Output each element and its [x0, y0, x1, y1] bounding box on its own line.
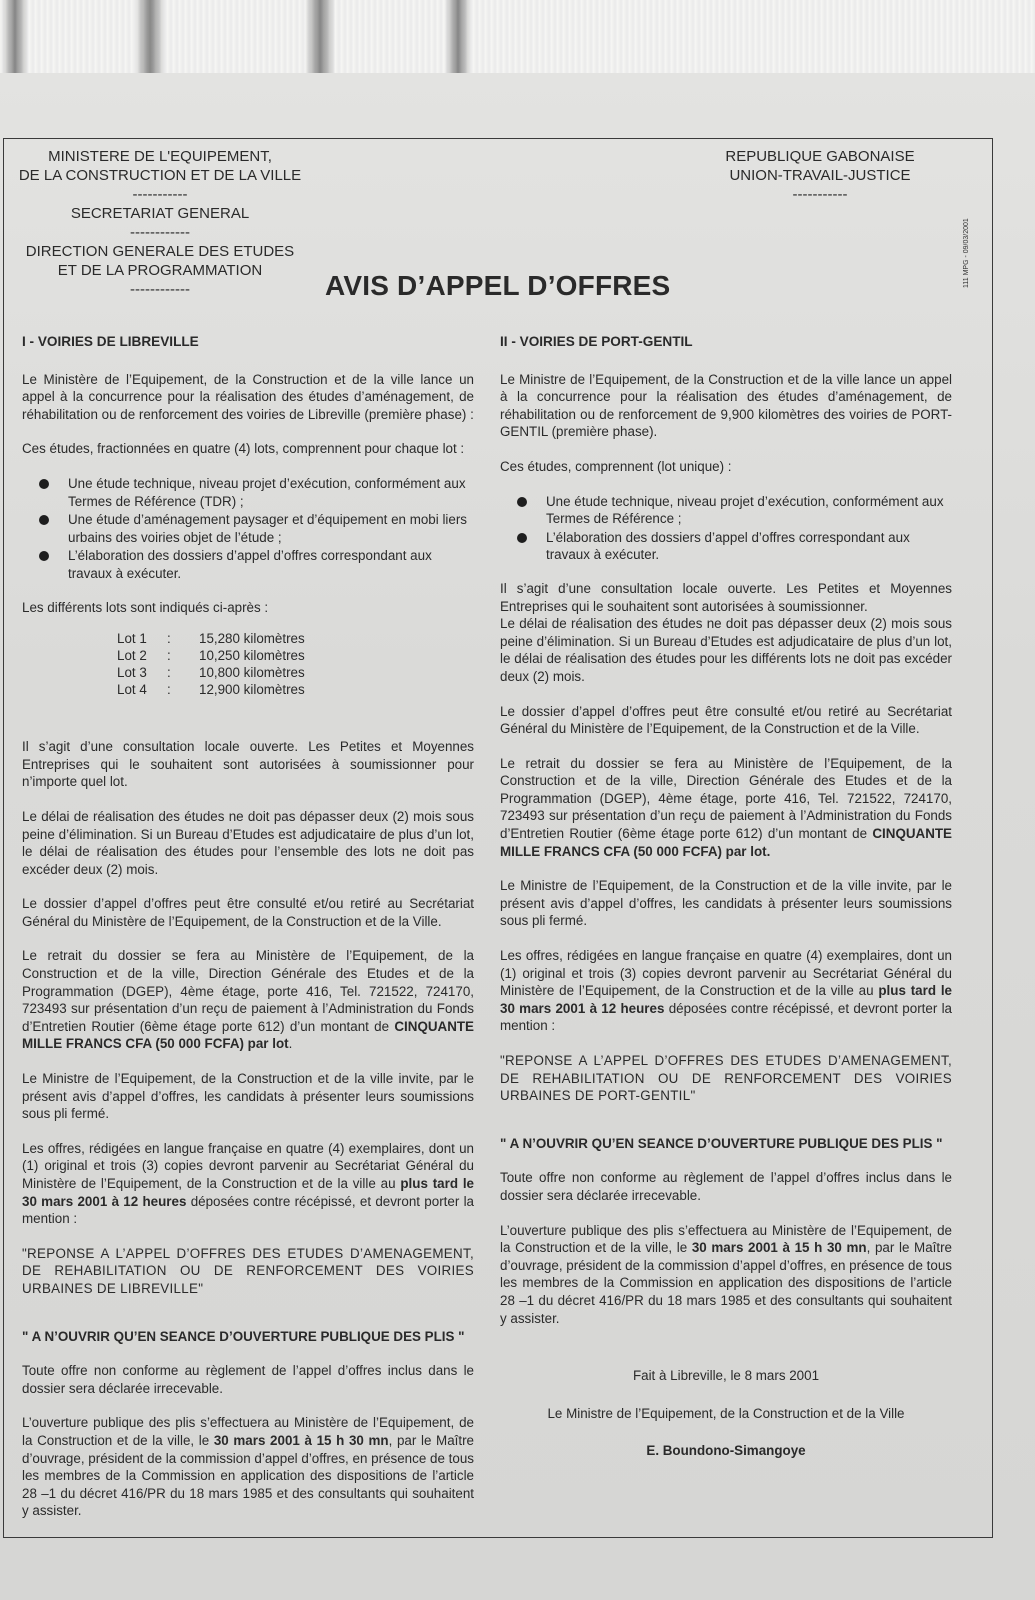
secretariat-line: SECRETARIAT GENERAL	[70, 205, 250, 222]
studies-intro: Ces études, fractionnées en quatre (4) lots, comprennent pour chaque lot :	[22, 441, 465, 457]
lot-length: 12,900 kilomètres	[199, 682, 305, 698]
mention-reponse: "REPONSE A L’APPEL D’OFFRES DES ETUDES D’AMENAGEMENT, DE REHABILITATION OU DE RENFORCEMENT DES VOIRIES URBAINES DE LIBREVILLE"	[22, 1245, 474, 1296]
ministry-header	[10, 147, 310, 299]
lot-separator: :	[167, 665, 171, 681]
table-row	[117, 681, 305, 698]
invite-paragraph: Le Ministre de l’Equipement, de la Construction et de la ville invite, par le présent avis d’appel d’offres, les candidats à présenter leurs soumissions sous pli fermé.	[500, 878, 952, 929]
port-gentil-column	[500, 333, 952, 1477]
lot-separator: :	[167, 682, 171, 698]
opening-date: 30 mars 2001 à 15 h 30 mn	[213, 1432, 389, 1448]
offres-text-end: déposées contre récépissé, et devront porter la mention :	[22, 1193, 474, 1227]
mention-reponse: "REPONSE A L’APPEL D’OFFRES DES ETUDES D’AMENAGEMENT, DE REHABILITATION OU DE RENFORCEMENT DES VOIRIES URBAINES DE PORT-GENTIL"	[500, 1053, 952, 1104]
offres-text: Les offres, rédigées en langue française en quatre (4) exemplaires, dont un (1) original et trois (3) copies devront parvenir au Secrétariat Général du Ministère de l’Equipement, de la Construction et de la ville au	[22, 1140, 474, 1191]
direction-line: DIRECTION GENERALE DES ETUDES	[25, 243, 295, 260]
offres-text-end: déposées contre récépissé, et devront porter la mention :	[500, 1000, 952, 1034]
ouverture-text: L’ouverture publique des plis s’effectuera au Ministère de l’Equipement, de la Construction et de la ville, le	[500, 1222, 952, 1256]
mention-a-ouvrir: " A N’OUVRIR QU’EN SEANCE D’OUVERTURE PUBLIQUE DES PLIS "	[500, 1135, 943, 1151]
intro-paragraph: Le Ministre de l’Equipement, de la Construction et de la ville lance un appel à la concurrence pour la réalisation des études d’aménagement, de réhabilitation ou de renforcement de 9,900 kilomètres des voiries de PORT-GENTIL (première phase).	[500, 371, 952, 440]
publication-code: 111 MPG - 09/03/2001	[963, 218, 970, 288]
separator-dashes: ------------	[130, 281, 190, 298]
offres-paragraph	[500, 947, 952, 1035]
offres-paragraph	[22, 1140, 474, 1228]
lot-name: Lot 3	[117, 665, 147, 681]
lot-separator: :	[167, 648, 171, 664]
signatory-name: E. Boundono-Simangoye	[646, 1443, 806, 1459]
invite-paragraph: Le Ministre de l’Equipement, de la Construction et de la ville invite, par le présent avis d’appel d’offres, les candidats à présenter leurs soumissions sous pli fermé.	[22, 1071, 474, 1122]
fee-amount: CINQUANTE MILLE FRANCS CFA (50 000 FCFA) par lot	[22, 1018, 474, 1052]
republic-line: REPUBLIQUE GABONAISE	[725, 148, 915, 165]
ministry-line: MINISTERE DE L'EQUIPEMENT,	[48, 148, 272, 165]
list-item: Une étude technique, niveau projet d’exécution, conformément aux Termes de Référence (TDR) ;	[68, 475, 474, 510]
retrait-text: Le retrait du dossier se fera au Ministère de l’Equipement, de la Construction et de la ville, Direction Générale des Etudes et de la Programmation (DGEP), 4ème étage, porte 416, Tel. 721522, 724170, 723493 sur présentation d’un reçu de paiement à l’Administration du Fonds d’Entretien Routier (6ème étage porte 612) d’un montant de	[500, 755, 952, 842]
ouverture-text-end: , par le Maître d’ouvrage, président de la commission d’appel d’offres, en présence de tous les membres de la Commission en application des dispositions de l’article 28 –1 du décret 416/PR du 18 mars 1985 et des consultants qui souhaitent y assister.	[500, 1240, 952, 1326]
non-conforme-paragraph: Toute offre non conforme au règlement de l’appel d’offres inclus dans le dossier sera déclarée irrecevable.	[22, 1363, 474, 1396]
retrait-paragraph	[500, 755, 952, 861]
consultation-paragraph: Il s’agit d’une consultation locale ouverte. Les Petites et Moyennes Entreprises qui le souhaitent sont autorisées à soumissionner pour n’importe quel lot.	[22, 739, 474, 790]
place-date: Fait à Libreville, le 8 mars 2001	[632, 1368, 820, 1384]
republic-header	[700, 147, 940, 204]
motto-line: UNION-TRAVAIL-JUSTICE	[729, 167, 911, 184]
lot-length: 15,280 kilomètres	[199, 631, 305, 647]
studies-list	[22, 475, 474, 583]
libreville-column	[22, 333, 474, 1537]
section-title-port-gentil: II - VOIRIES DE PORT-GENTIL	[500, 334, 693, 349]
list-item: Une étude d’aménagement paysager et d’équipement en mobi liers urbains des voiries objet de l’étude ;	[68, 511, 474, 546]
intro-paragraph: Le Ministère de l’Equipement, de la Construction et de la ville lance un appel à la concurrence pour la réalisation des études d’aménagement, de réhabilitation ou de renforcement des voiries de Libreville (première phase) :	[22, 371, 474, 422]
scan-top-strip	[0, 0, 1035, 73]
ministry-line: DE LA CONSTRUCTION ET DE LA VILLE	[18, 167, 302, 184]
scan-shadow	[305, 0, 335, 73]
lots-table	[117, 630, 305, 698]
dossier-paragraph: Le dossier d’appel d’offres peut être consulté et/ou retiré au Secrétariat Général du Ministère de l’Equipement, de la Construction et de la Ville.	[500, 703, 952, 737]
delay-paragraph: Le délai de réalisation des études ne doit pas dépasser deux (2) mois sous peine d’élimination. Si un Bureau d’Etudes est adjudicataire de plus d’un lot, le délai de réalisation des études pour l’ensemble des lots ne doit pas excéder deux (2) mois.	[22, 808, 474, 877]
scan-shadow	[135, 0, 165, 73]
mention-a-ouvrir: " A N’OUVRIR QU’EN SEANCE D’OUVERTURE PUBLIQUE DES PLIS "	[22, 1328, 465, 1344]
list-item: L’élaboration des dossiers d’appel d’offres correspondant aux travaux à exécuter.	[68, 547, 474, 582]
lots-intro: Les différents lots sont indiqués ci-après :	[22, 599, 269, 615]
retrait-paragraph	[22, 947, 474, 1053]
retrait-end: .	[288, 1036, 293, 1052]
lot-name: Lot 4	[117, 682, 147, 698]
direction-line: ET DE LA PROGRAMMATION	[57, 262, 263, 279]
ouverture-text: L’ouverture publique des plis s’effectuera au Ministère de l’Equipement, de la Construction et de la ville, le	[22, 1415, 474, 1448]
consultation-paragraph: Il s’agit d’une consultation locale ouverte. Les Petites et Moyennes Entreprises qui le souhaitent sont autorisées à soumissionner.	[500, 580, 952, 614]
ouverture-paragraph	[22, 1414, 474, 1520]
list-item: Une étude technique, niveau projet d’exécution, conformément aux Termes de Référence ;	[546, 493, 952, 528]
ouverture-text-end: , par le Maître d’ouvrage, président de la commission d’appel d’offres, en présence de tous les membres de la Commission en application des dispositions de l’article 28 –1 du décret 416/PR du 18 mars 1985 et des consultants qui souhaitent y assister.	[22, 1432, 474, 1519]
notice-title: AVIS D’APPEL D’OFFRES	[325, 270, 671, 301]
deadline: plus tard le 30 mars 2001 à 12 heures	[500, 983, 952, 1016]
deadline: plus tard le 30 mars 2001 à 12 heures	[22, 1176, 474, 1209]
dossier-paragraph: Le dossier d’appel d’offres peut être consulté et/ou retiré au Secrétariat Général du Ministère de l’Equipement, de la Construction et de la Ville.	[22, 896, 474, 929]
separator-dashes: ------------	[130, 224, 190, 241]
lot-length: 10,800 kilomètres	[199, 665, 305, 681]
lot-name: Lot 2	[117, 648, 147, 664]
lot-length: 10,250 kilomètres	[199, 648, 305, 664]
table-row	[117, 647, 305, 664]
ouverture-paragraph	[500, 1222, 952, 1328]
opening-date: 30 mars 2001 à 15 h 30 mn	[691, 1240, 867, 1256]
non-conforme-paragraph: Toute offre non conforme au règlement de l’appel d’offres inclus dans le dossier sera déclarée irrecevable.	[500, 1170, 952, 1203]
offres-text: Les offres, rédigées en langue française en quatre (4) exemplaires, dont un (1) original et trois (3) copies devront parvenir au Secrétariat Général du Ministère de l’Equipement, de la Construction et de la ville au	[500, 948, 952, 999]
separator-dashes: -----------	[132, 186, 188, 203]
scan-shadow	[445, 0, 471, 73]
separator-dashes: -----------	[792, 186, 848, 203]
lot-separator: :	[167, 631, 171, 647]
list-item: L’élaboration des dossiers d’appel d’offres correspondant aux travaux à exécuter.	[546, 529, 952, 564]
delay-paragraph: Le délai de réalisation des études ne doit pas dépasser deux (2) mois sous peine d’élimination. Si un Bureau d’Etudes est adjudicataire de plus d’un lot, le délai de réalisation des études pour les différents lots ne doit pas excéder deux (2) mois.	[500, 616, 952, 684]
section-title-libreville: I - VOIRIES DE LIBREVILLE	[22, 334, 199, 349]
studies-list	[500, 493, 952, 564]
table-row	[117, 630, 305, 647]
retrait-text: Le retrait du dossier se fera au Ministère de l’Equipement, de la Construction et de la ville, Direction Générale des Etudes et de la Programmation (DGEP), 4ème étage, porte 416, Tel. 721522, 724170, 723493 sur présentation d’un reçu de paiement à l’Administration du Fonds d’Entretien Routier (6ème étage porte 612) d’un montant de	[22, 948, 474, 1034]
signatory-title: Le Ministre de l’Equipement, de la Construction et de la Ville	[547, 1405, 905, 1421]
lot-name: Lot 1	[117, 631, 147, 647]
studies-intro: Ces études, comprennent (lot unique) :	[500, 458, 732, 474]
fee-amount: CINQUANTE MILLE FRANCS CFA (50 000 FCFA) par lot.	[500, 826, 952, 859]
scan-shadow	[2, 0, 28, 73]
table-row	[117, 664, 305, 681]
